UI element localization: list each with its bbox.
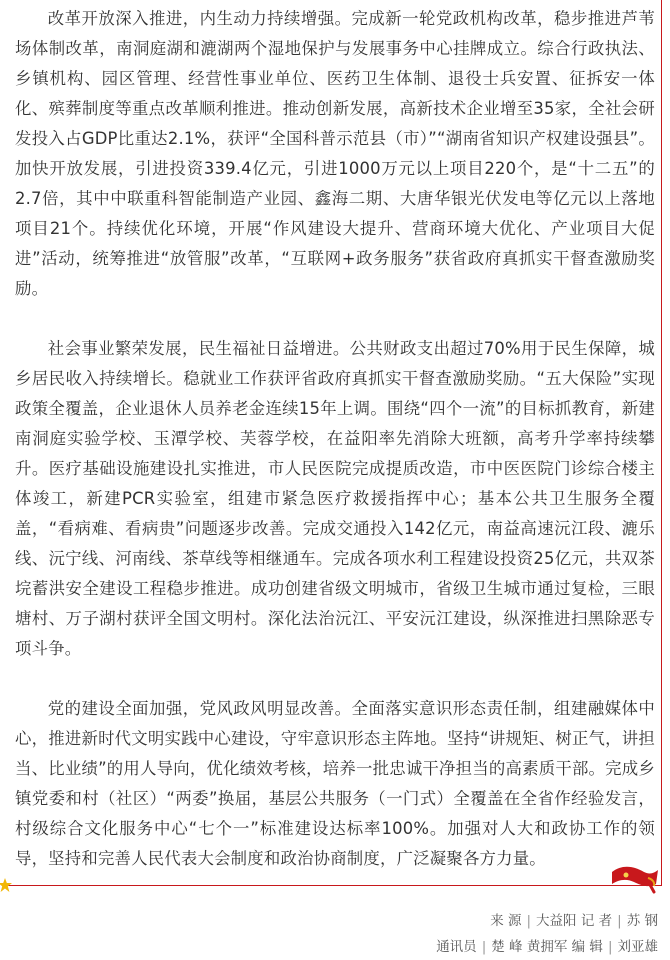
paragraph-party: 党的建设全面加强，党风政风明显改善。全面落实意识形态责任制，组建融媒体中心，推进新时代文明实践中心建设，守牢意识形态主阵地。坚持“讲规矩、树正气，讲担当、比业绩”的用人导向，优化绩效考核，培养一批忠诚干净担当的高素质干部。完成乡镇党委和村（社区）“两委”换届，基层公共服务（一门式）全覆盖在全省作经验发言，村级综合文化服务中心“七个一”标准建设达标率100%。加强对人大和政协工作的领导，坚持和完善人民代表大会制度和政治协商制度，广泛凝聚各方力量。	[15, 699, 655, 868]
source-label: 来 源	[490, 913, 522, 929]
article-body	[15, 4, 655, 874]
separator: |	[607, 939, 613, 955]
editor-label: 编 辑	[571, 939, 603, 955]
reporter-label: 记 者	[580, 913, 613, 929]
reporter-value: 苏 钢	[626, 913, 658, 929]
star-icon	[0, 878, 12, 892]
credits	[436, 908, 658, 960]
credits-row-source	[436, 908, 658, 934]
paragraph-social: 社会事业繁荣发展，民生福祉日益增进。公共财政支出超过70%用于民生保障，城乡居民收入持续增长。稳就业工作获评省政府真抓实干督查激励奖励。“五大保险”实现政策全覆盖，企业退休人员养老金连续15年上调。围绕“四个一流”的目标抓教育，新建南洞庭实验学校、玉潭学校、芙蓉学校，在益阳率先消除大班额，高考升学率持续攀升。医疗基础设施建设扎实推进，市人民医院完成提质改造，市中医医院门诊综合楼主体竣工，新建PCR实验室，组建市紧急医疗救援指挥中心；基本公共卫生服务全覆盖，“看病难、看病贵”问题逐步改善。完成交通投入142亿元，南益高速沅江段、漉乐线、沅宁线、河南线、茶草线等相继通车。完成各项水利工程建设投资25亿元，共双茶垸蓄洪安全建设工程稳步推进。成功创建省级文明城市，省级卫生城市通过复检，三眼塘村、万子湖村获评全国文明村。深化法治沅江、平安沅江建设，纵深推进扫黑除恶专项斗争。	[15, 339, 655, 658]
separator: |	[526, 913, 532, 929]
correspondent-value: 楚 峰 黄拥军	[491, 939, 568, 955]
separator: |	[617, 913, 622, 929]
red-flag-icon	[608, 862, 660, 896]
correspondent-label: 通讯员	[436, 939, 477, 955]
editor-value: 刘亚雄	[617, 939, 658, 955]
credits-row-staff	[436, 934, 658, 960]
separator: |	[481, 939, 487, 955]
paragraph-reform: 改革开放深入推进，内生动力持续增强。完成新一轮党政机构改革，稳步推进芦苇场体制改革，南洞庭湖和漉湖两个湿地保护与发展事务中心挂牌成立。综合行政执法、乡镇机构、园区管理、经营性事业单位、医药卫生体制、退役士兵安置、征拆安一体化、殡葬制度等重点改革顺利推进。推动创新发展，高新技术企业增至35家，全社会研发投入占GDP比重达2.1%，获评“全国科普示范县（市）”“湖南省知识产权建设强县”。加快开放发展，引进投资339.4亿元，引进1000万元以上项目220个，是“十二五”的2.7倍，其中中联重科智能制造产业园、鑫海二期、大唐华银光伏发电等亿元以上落地项目21个。持续优化环境，开展“作风建设大提升、营商环境大优化、产业项目大促进”活动，统筹推进“放管服”改革，“互联网+政务服务”获省政府真抓实干督查激励奖励。	[15, 9, 655, 298]
source-value: 大益阳	[536, 913, 577, 929]
